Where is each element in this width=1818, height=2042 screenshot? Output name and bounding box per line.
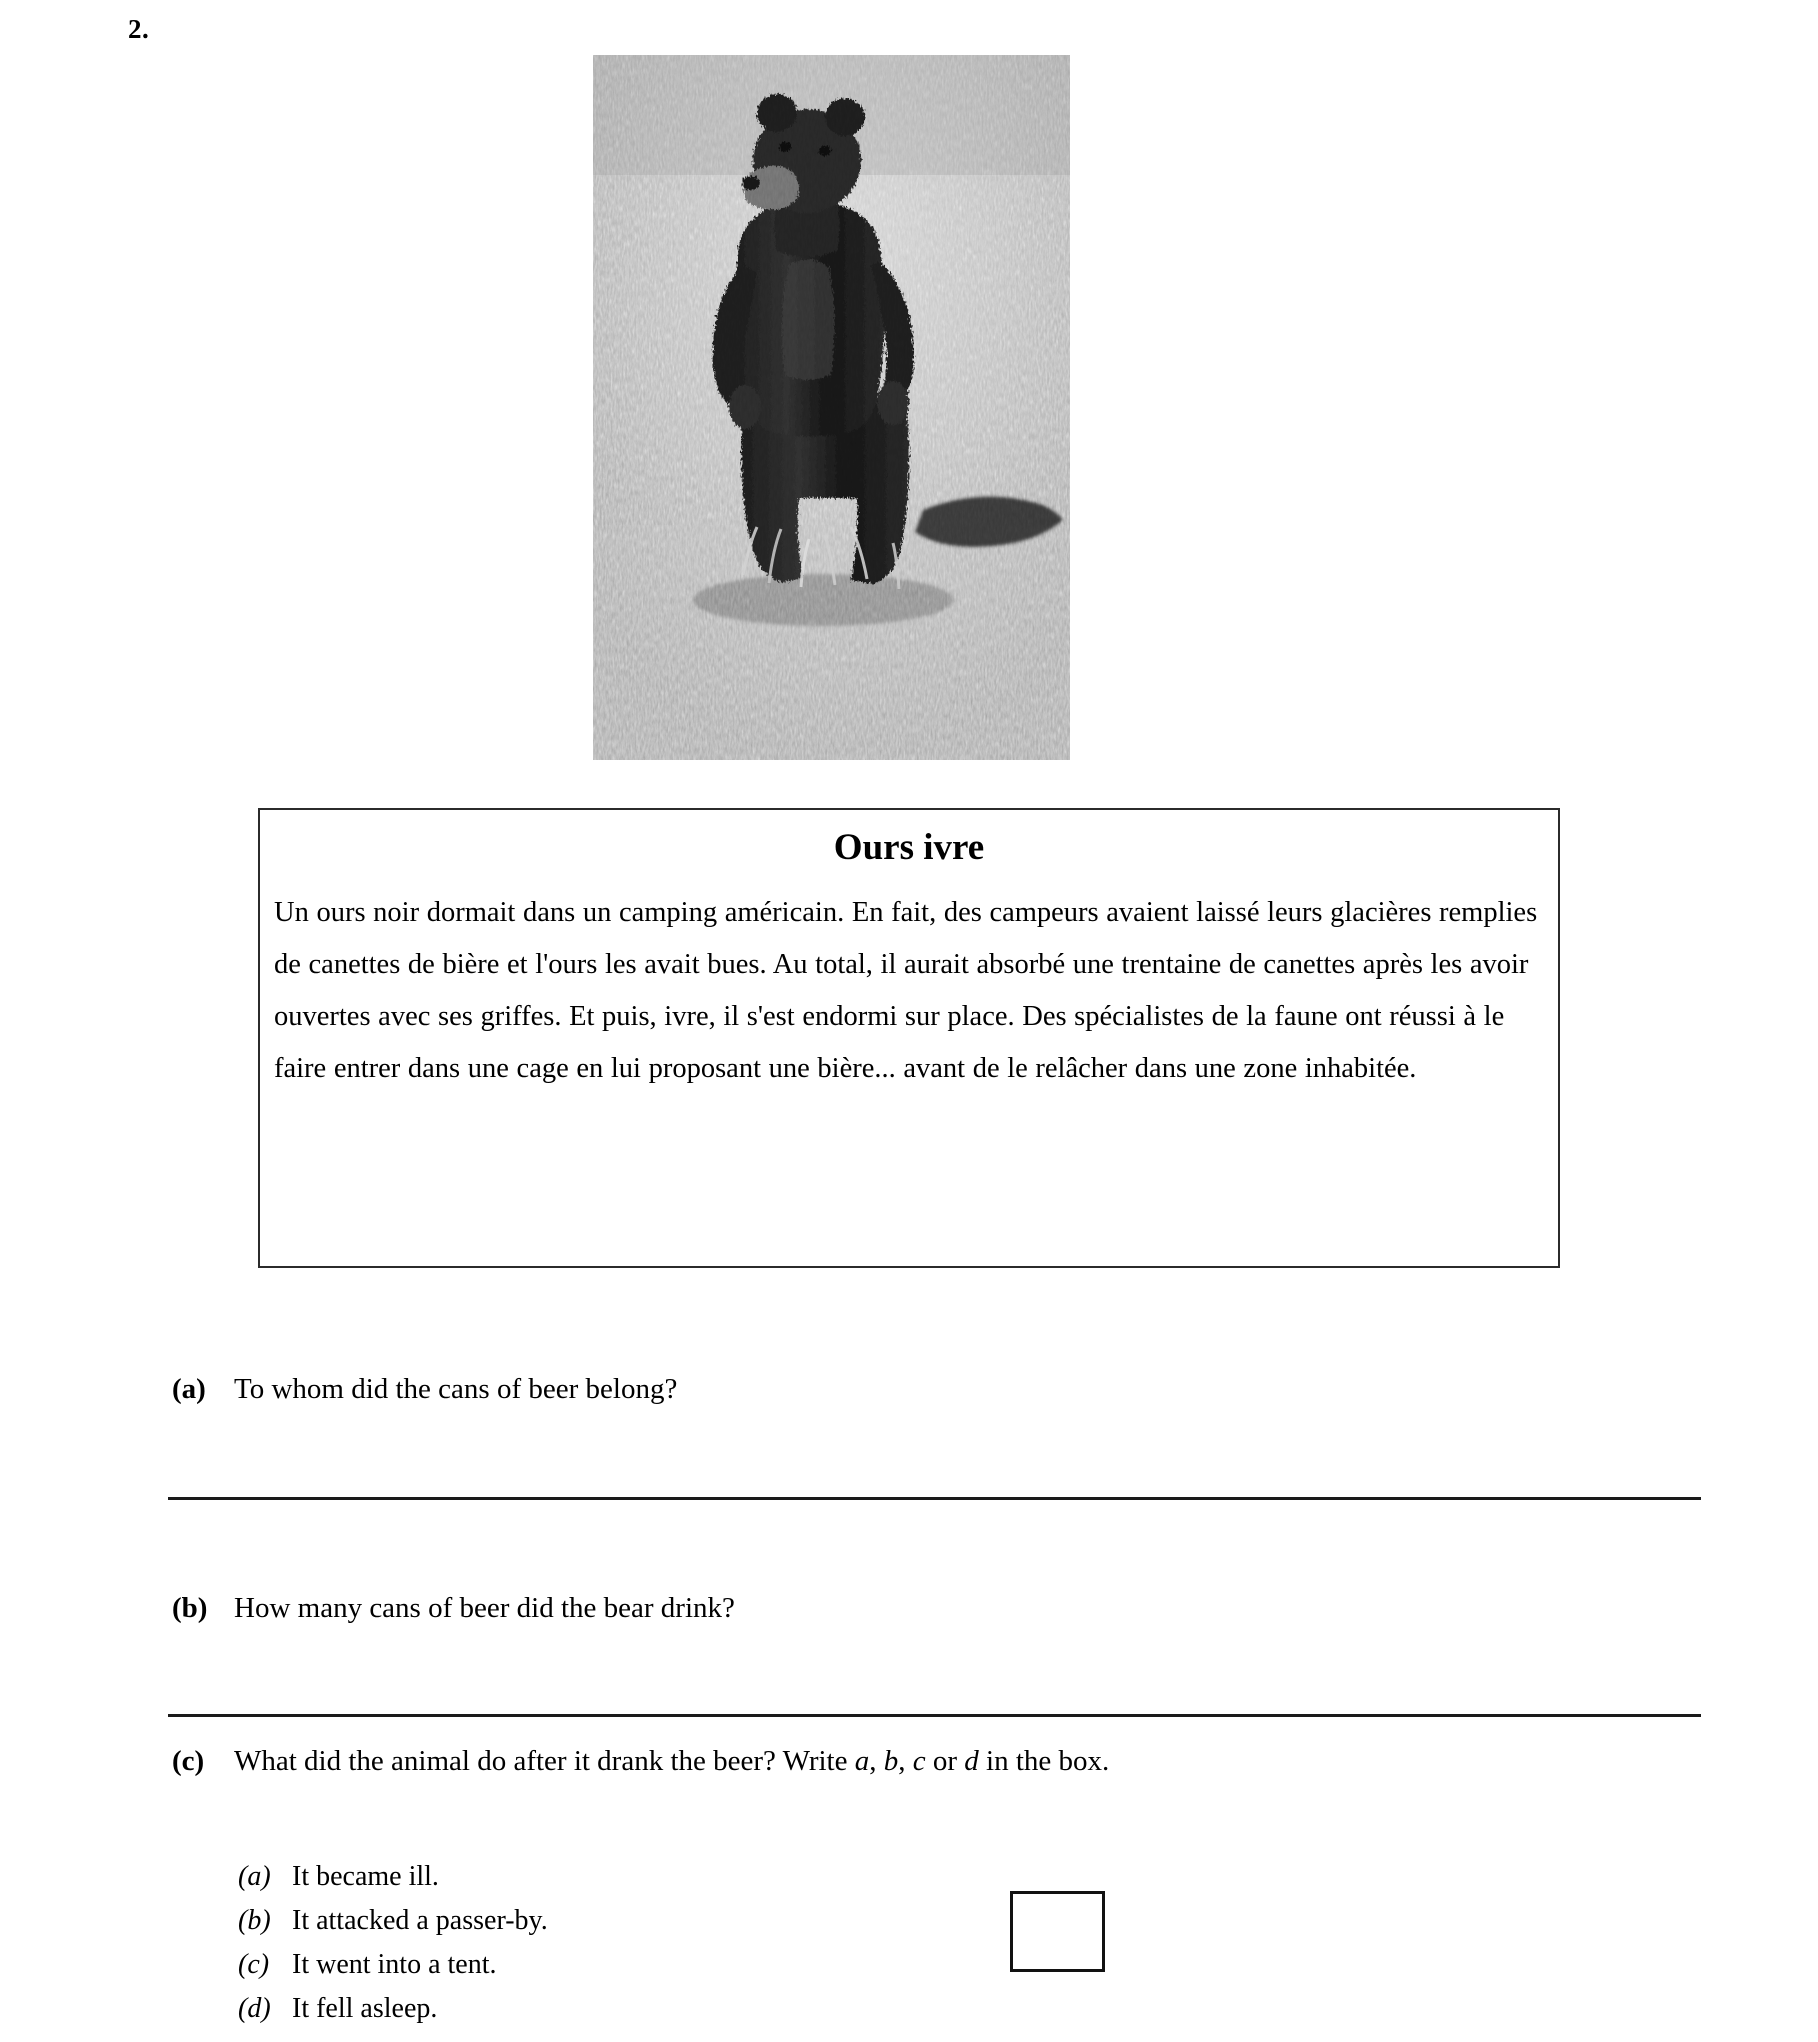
question-c-text-after: in the box. (978, 1745, 1110, 1777)
question-number: 2. (128, 14, 150, 44)
choice-c-text: It went into a tent. (292, 1949, 497, 1980)
article-title: Ours ivre (833, 827, 985, 868)
choice-item-c[interactable] (238, 1943, 548, 1987)
question-c-letter-b: b (883, 1745, 899, 1777)
bear-photo (593, 55, 1070, 760)
question-c-letter-c: c (912, 1745, 926, 1777)
bear-photo-graphic (593, 55, 1070, 760)
answer-box[interactable] (1010, 1891, 1105, 1972)
choice-item-b[interactable] (238, 1899, 548, 1943)
question-c-letter-a: a (854, 1745, 870, 1777)
question-b-label: (b) (172, 1592, 208, 1624)
question-c (172, 1745, 1109, 1778)
question-c-text-before: What did the animal do after it drank the beer? Write (234, 1745, 855, 1777)
choice-d-label: (d) (238, 1993, 271, 2024)
choice-b-text: It attacked a passer-by. (292, 1905, 548, 1936)
question-c-text (234, 1745, 1109, 1778)
answer-line-a[interactable] (168, 1497, 1701, 1500)
choice-list (238, 1855, 548, 2031)
choice-c-label: (c) (238, 1949, 270, 1980)
question-c-sep-1: , (869, 1745, 884, 1777)
article-box (258, 808, 1560, 1268)
question-c-sep-3: or (925, 1745, 965, 1777)
question-a-text: To whom did the cans of beer belong? (234, 1373, 678, 1405)
question-a (172, 1373, 677, 1406)
question-a-label: (a) (172, 1373, 206, 1405)
question-c-sep-2: , (898, 1745, 913, 1777)
choice-item-a[interactable] (238, 1855, 548, 1899)
answer-line-b[interactable] (168, 1714, 1701, 1717)
question-c-label: (c) (172, 1745, 205, 1777)
choice-d-text: It fell asleep. (292, 1993, 438, 2024)
choice-a-text: It became ill. (292, 1861, 439, 1892)
question-b-text: How many cans of beer did the bear drink? (234, 1592, 735, 1624)
choice-a-label: (a) (238, 1861, 271, 1892)
question-b (172, 1592, 735, 1625)
article-body-text: Un ours noir dormait dans un camping américain. En fait, des campeurs avaient laissé leurs glacières remplies de canettes de bière et l'ours les avait bues. Au total, il aurait absorbé une trentaine de canettes après les avoir ouvertes avec ses griffes. Et puis, ivre, il s'est endormi sur place. Des spécialistes de la faune ont réussi à le faire entrer dans une cage en lui proposant une bière... avant de le relâcher dans une zone inhabitée. (274, 896, 1538, 1084)
choice-b-label: (b) (238, 1905, 271, 1936)
choice-item-d[interactable] (238, 1987, 548, 2031)
question-c-letter-d: d (964, 1745, 979, 1777)
